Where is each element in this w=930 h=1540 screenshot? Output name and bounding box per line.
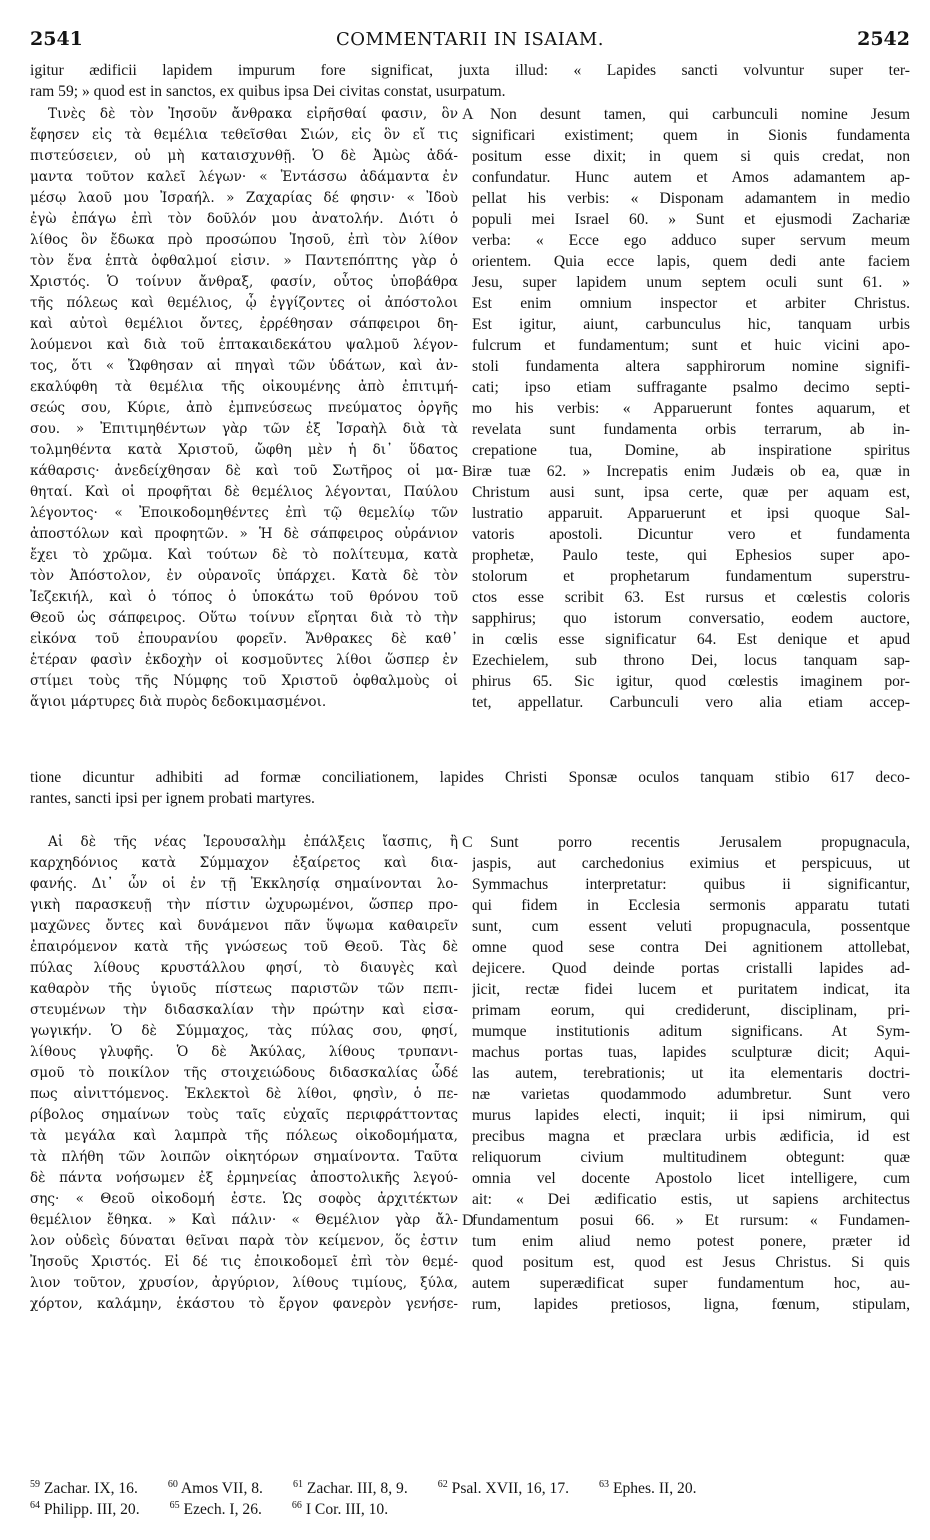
text-line: Τινὲς δὲ τὸν Ἰησοῦν ἄνθρακα εἰρῆσθαί φασιν, ὃν bbox=[48, 106, 458, 122]
footnote-number: 62 bbox=[437, 1479, 448, 1490]
text-line: orientem. Quia ecce lapis, quem dedi ante faciem bbox=[472, 253, 910, 270]
latin-column bbox=[472, 104, 910, 713]
text-line: σης· « Θεοῦ οἰκοδομή ἐστε. Ὡς σοφὸς ἀρχιτέκτων bbox=[30, 1191, 458, 1207]
text-line: Jesu, super lapidem unum septem oculi sunt 61. » bbox=[472, 274, 910, 291]
text-line: positum esse dixit; in quem si quis credat, non bbox=[472, 148, 910, 165]
right-page-number: 2542 bbox=[857, 28, 910, 50]
text-line: Ezechielem, sub throno Dei, locus tanquam sap- bbox=[472, 652, 910, 669]
text-line: stoli fundamenta altera sapphirorum nomine signifi- bbox=[472, 358, 910, 375]
text-line: las autem, terebrationis; ut ita elementaris doctri- bbox=[472, 1065, 910, 1082]
footnote-number: 59 bbox=[30, 1479, 40, 1490]
text-line: Θεοῦ ὡς σάπφειρος. Οὕτω τοίνυν εἴρηται διὰ τὸ τὴν bbox=[30, 610, 458, 626]
text-line: δὲ πάντα νοήσωμεν ἐξ ἑρμηνείας ἀποστολικῆς λεγού- bbox=[30, 1170, 458, 1186]
text-line: τὸν Ἀπόστολον, ἐν οὐρανοῖς ὑπάρχει. Κατὰ δὲ τὸν bbox=[30, 568, 458, 584]
greek-column bbox=[30, 104, 458, 713]
footnote-number: 60 bbox=[167, 1479, 178, 1490]
footnote-reference: Philipp. III, 20. bbox=[43, 1501, 140, 1519]
footnote bbox=[170, 1495, 262, 1520]
footnote bbox=[292, 1495, 388, 1520]
text-line: τὰ πλήθη τῶν λοιπῶν οἰκητόρων σημαίνοντα. Ταῦτα bbox=[30, 1149, 458, 1165]
text-line: καὶ αὐτοὶ θεμέλιοι ὄντες, ἐρρέθησαν σάπφειροι δη- bbox=[30, 316, 458, 332]
text-line: fundamentum posui 66. » Et rursum: « Fundamen- bbox=[472, 1212, 910, 1229]
section-2 bbox=[30, 832, 910, 1315]
text-line: ἀποστόλων καὶ προφητῶν. » Ἡ δὲ σάπφειρος οὐράνιον bbox=[30, 526, 458, 542]
middle-fullwidth-text bbox=[30, 767, 910, 809]
text-line: πιστεύσειεν, οὐ μὴ καταισχυνθῇ. Ὁ δὲ Ἀμὼς ἀδά- bbox=[30, 148, 458, 164]
footnote-number: 65 bbox=[169, 1500, 180, 1511]
text-line: τῆς πόλεως καὶ θεμέλιος, ᾧ ἐγγίζοντες οἱ ἀπόστολοι bbox=[30, 295, 458, 311]
text-line: qui fidem in Ecclesia sermonis apparatu tutati bbox=[472, 897, 910, 914]
text-line: μέσῳ λαοῦ μου Ἰσραήλ. » Ζαχαρίας δέ φησιν· « Ἰδοὺ bbox=[30, 190, 458, 206]
footnote-reference: Psal. XVII, 16, 17. bbox=[451, 1480, 570, 1498]
text-line: primam eorum, qui crediderunt, disciplinam, pri- bbox=[472, 1002, 910, 1019]
text-line: Est enim omnium inspector et arbiter Christus. bbox=[472, 295, 910, 312]
text-line: sapphirus; quo istorum conversatio, eodem auctore, bbox=[472, 610, 910, 627]
text-line: ait: « Dei ædificatio estis, ut sapiens architectus bbox=[472, 1191, 910, 1208]
text-line: mumque institutionis aditum significans. At Sym- bbox=[472, 1023, 910, 1040]
footnote-reference: Ephes. II, 20. bbox=[612, 1480, 697, 1498]
text-line: iræ tuæ 62. » Increpatis enim Judæis ob ea, quæ in bbox=[472, 463, 910, 480]
margin-marker-b: B bbox=[462, 463, 473, 480]
text-line: γωγικήν. Ὁ δὲ Σύμμαχος, τὰς πύλας σου, φησί, bbox=[30, 1023, 458, 1039]
text-line: jicit, rectæ fidei lucem et puritatem indicat, ita bbox=[472, 981, 910, 998]
text-line: γικὴ παρασκευῇ τὴν πίστιν ὠχυρωμένοι, ὥσπερ προ- bbox=[30, 897, 458, 913]
text-line: ἅγιοι μάρτυρες διὰ πυρὸς δεδοκιμασμένοι. bbox=[30, 694, 327, 710]
text-line: quod positum est, quod est Jesus Christus. Si quis bbox=[472, 1254, 910, 1271]
text-line: καθαρὸν τῆς ὑγιοῦς πίστεως παριστῶν τῶν πεπι- bbox=[30, 981, 458, 997]
latin-column bbox=[472, 832, 910, 1315]
text-line: μαντα τοῦτον καλεῖ λέγων· « Ἐντάσσω ἀδάμαντα ἐν bbox=[30, 169, 458, 185]
text-line: prophetæ, Paulo teste, qui Ephesios super apo- bbox=[472, 547, 910, 564]
text-line: τολμηθέντα κατὰ Χριστοῦ, ὤφθη μὲν ἡ δι᾽ ὕδατος bbox=[30, 442, 458, 458]
text-line: ἔφησεν εἰς τὰ θεμέλια τεθεῖσθαι Σιών, εἰς ὃν εἴ τις bbox=[30, 127, 458, 143]
text-line: crepatione tua, Domine, ab inspiratione spiritus bbox=[472, 442, 910, 459]
text-line: τος, ὅτι « Ὤφθησαν αἱ πηγαὶ τῶν ὑδάτων, καὶ ἀν- bbox=[30, 358, 458, 374]
text-line: μαχῶνες ὄντες καὶ δυνάμενοι πᾶν ὕψωμα καθαιρεῖν bbox=[30, 918, 458, 934]
text-line: ρίβολος σημαίνων τοὺς ταῖς εὐχαῖς περιφράττοντας bbox=[30, 1107, 458, 1123]
text-line: φανής. Δι᾽ ὧν οἱ ἐν τῇ Ἐκκλησίᾳ σημαίνονται λο- bbox=[30, 876, 458, 892]
text-line: θεμέλιον ἔθηκα. » Καὶ πάλιν· « Θεμέλιον γὰρ ἄλ- bbox=[30, 1212, 458, 1228]
text-line: χόρτον, καλάμην, ἑκάστου τὸ ἔργον φανερὸν γενήσε- bbox=[30, 1296, 458, 1312]
text-line: Non desunt tamen, qui carbunculi nomine Jesum bbox=[490, 106, 910, 123]
footnote-number: 66 bbox=[291, 1500, 302, 1511]
text-line: sunt, cum essent veluti propugnacula, possentque bbox=[472, 918, 910, 935]
text-line: σεώς σου, Κύριε, ἀπὸ ἐμπνεύσεως πνεύματος ὀργῆς bbox=[30, 400, 458, 416]
text-line: verba: « Ecce ego adduco super servum meum bbox=[472, 232, 910, 249]
text-line: σμοῦ τὸ ποικίλον τῆς στοιχειώδους διδασκαλίας ὧδέ bbox=[30, 1065, 458, 1081]
text-line: pellat his verbis: « Disponam adamantem in medio bbox=[472, 190, 910, 207]
text-line: κάθαρσις· ἀνεδείχθησαν δὲ καὶ τοῦ Σωτῆρος οἱ μα- bbox=[30, 463, 458, 479]
text-line: λον οὐδεὶς δύναται θεῖναι παρὰ τὸν κείμενον, ὅς ἐστιν bbox=[30, 1233, 458, 1249]
text-line: Christum ausi sunt, ipsa certe, quæ per aquam est, bbox=[472, 484, 910, 501]
footnote-reference: I Cor. III, 10. bbox=[305, 1501, 389, 1519]
text-line: tum enim aliud nemo potest ponere, præter id bbox=[472, 1233, 910, 1250]
text-line: reliquorum civium multitudinem obtegunt: quæ bbox=[472, 1149, 910, 1166]
text-line: cati; ipso etiam suffragante psalmo decimo septi- bbox=[472, 379, 910, 396]
text-line: Ἰεζεκιήλ, καὶ ὁ τόπος ὁ ὑποκάτω τοῦ θρόνου τοῦ bbox=[30, 589, 458, 605]
footnote-row bbox=[30, 1474, 910, 1498]
footnote-number: 64 bbox=[30, 1500, 40, 1511]
text-line: tione dicuntur adhibiti ad formæ conciliationem, lapides Christi Sponsæ oculos tanquam stibio 617 deco- bbox=[30, 769, 910, 786]
footnotes bbox=[30, 1474, 910, 1519]
footnote bbox=[30, 1495, 140, 1520]
margin-marker-d: D bbox=[462, 1212, 474, 1229]
text-line: jaspis, aut carchedonius eximius et perspicuus, ut bbox=[472, 855, 910, 872]
text-line: ctos esse scribit 63. Est rursus et cœlestis coloris bbox=[472, 589, 910, 606]
text-line: ἑτέραν φασὶν ἐκδοχὴν οἱ κοσμοῦντες λίθοι ὥσπερ ἐν bbox=[30, 652, 458, 668]
text-line: confundatur. Hunc autem et Amos adamantem ap- bbox=[472, 169, 910, 186]
text-line: vatoris apostoli. Dicuntur vero et fundamenta bbox=[472, 526, 910, 543]
margin-marker-c: C bbox=[462, 834, 473, 851]
text-line: precibus magna et præclara urbis ædificia, id est bbox=[472, 1128, 910, 1145]
text-line: πύλας λίθους κρυστάλλου φησί, τὸ διαυγὲς καὶ bbox=[30, 960, 458, 976]
section-1 bbox=[30, 104, 910, 755]
text-line: omnia vel docente Apostolo licet intelligere, cum bbox=[472, 1170, 910, 1187]
text-line: τὰ μεγάλα καὶ λαμπρὰ τῆς πόλεως οἰκοδομήματα, bbox=[30, 1128, 458, 1144]
text-line: Est igitur, aiunt, carbunculus hic, tanquam urbis bbox=[472, 316, 910, 333]
margin-marker-a: A bbox=[462, 106, 474, 123]
text-line: Αἱ δὲ τῆς νέας Ἱερουσαλὴμ ἐπάλξεις ἴασπις, ἢ bbox=[48, 834, 458, 850]
text-line: mo his verbis: « Apparuerunt fontes aquarum, et bbox=[472, 400, 910, 417]
text-line: στευμένων τὴν διδασκαλίαν τὴν πρώτην καὶ εἰσα- bbox=[30, 1002, 458, 1018]
text-line: λέγοντος· « Ἐποικοδομηθέντες ἐπὶ τῷ θεμελίῳ τῶν bbox=[30, 505, 458, 521]
text-line: ram 59; » quod est in sanctos, ex quibus ipsa Dei civitas constat, usurpatum. bbox=[30, 83, 506, 100]
footnote-reference: Ezech. I, 26. bbox=[183, 1501, 262, 1519]
text-line: dejicere. Quod deinde portas cristalli lapides ad- bbox=[472, 960, 910, 977]
text-line: λούμενοι καὶ διὰ τοῦ ἑπτακαιδεκάτου ψαλμοῦ λέγον- bbox=[30, 337, 458, 353]
footnote-number: 63 bbox=[599, 1479, 610, 1490]
text-line: ἐπαιρόμενον κατὰ τῆς γνώσεως τοῦ Θεοῦ. Τὰς δὲ bbox=[30, 939, 458, 955]
text-line: rantes, sancti ipsi per ignem probati martyres. bbox=[30, 790, 315, 807]
text-line: significari existiment; quem in Sionis fundamenta bbox=[472, 127, 910, 144]
text-line: θηταί. Καὶ οἱ προφῆται δὲ θεμέλιος λέγονται, Παύλου bbox=[30, 484, 458, 500]
text-line: σου. » Ἐπιτιμηθέντων γὰρ τῶν ἐξ Ἰσραὴλ διὰ τὰ bbox=[30, 421, 458, 437]
text-line: λίθος ὃν ἔδωκα πρὸ προσώπου Ἰησοῦ, ἐπὶ τὸν λίθον bbox=[30, 232, 458, 248]
text-line: ἔχει τὸ χρῶμα. Καὶ τούτων δὲ τὸ πολίτευμα, κατὰ bbox=[30, 547, 458, 563]
text-line: omne quod sese contra Dei agnitionem attollebat, bbox=[472, 939, 910, 956]
footnote bbox=[438, 1474, 569, 1499]
text-line: λίθους γλυφῆς. Ὁ δὲ Ἀκύλας, λίθους τρυπανι- bbox=[30, 1044, 458, 1060]
text-line: στίμει τοὺς τῆς Νύμφης τοῦ Χριστοῦ ὀφθαλμοὺς οἱ bbox=[30, 673, 458, 689]
text-line: stolorum et prophetarum fundamentum superstru- bbox=[472, 568, 910, 585]
text-line: populi mei Israel 60. » Sunt et ejusmodi Zachariæ bbox=[472, 211, 910, 228]
text-line: næ varietas quodammodo adumbretur. Sunt vero bbox=[472, 1086, 910, 1103]
top-fullwidth-text bbox=[30, 60, 910, 102]
text-line: Sunt porro recentis Jerusalem propugnacula, bbox=[490, 834, 910, 851]
text-line: lustratio apparuit. Apparuerunt et ipsi quoque Sal- bbox=[472, 505, 910, 522]
text-line: in cœlis esse significatur 64. Est denique et apud bbox=[472, 631, 910, 648]
text-line: λιον τοῦτον, χρυσίον, ἀργύριον, λίθους τιμίους, ξύλα, bbox=[30, 1275, 458, 1291]
text-line: rum, lapides pretiosos, ligna, fœnum, stipulam, bbox=[472, 1296, 910, 1313]
footnote-reference: Zachar. III, 8, 9. bbox=[306, 1480, 408, 1498]
text-line: igitur ædificii lapidem impurum fore significat, juxta illud: « Lapides sancti volvuntur super ter- bbox=[30, 62, 910, 79]
footnote-number: 61 bbox=[292, 1479, 303, 1490]
text-line: ἐγὼ ἐπάγω ἐπὶ τὸν δοῦλόν μου ἀνατολήν. Διότι ὁ bbox=[30, 211, 458, 227]
text-line: καρχηδόνιος κατὰ Σύμμαχον ἐξαίρετος καὶ δια- bbox=[30, 855, 458, 871]
text-line: πως αἰνιττόμενος. Ἐκλεκτοὶ δὲ λίθοι, φησὶν, ὁ πε- bbox=[30, 1086, 458, 1102]
text-line: murus lapides electi, inquit; ii ipsi nimirum, qui bbox=[472, 1107, 910, 1124]
greek-column bbox=[30, 832, 458, 1315]
text-line: fulcrum et fundamentum; sunt et huic vicini apo- bbox=[472, 337, 910, 354]
text-line: autem superædificat super fundamentum hoc, au- bbox=[472, 1275, 910, 1292]
text-line: machus portas tuas, lapides sculpturæ dicit; Aqui- bbox=[472, 1044, 910, 1061]
footnote-reference: Zachar. IX, 16. bbox=[43, 1480, 138, 1498]
text-line: revelata sunt fundamenta orbis terrarum, ab in- bbox=[472, 421, 910, 438]
text-line: τὸν ἕνα ἑπτὰ ὀφθαλμοί εἰσιν. » Παντεπόπτης γὰρ ὁ bbox=[30, 253, 458, 269]
text-line: phirus 65. Sic igitur, quod cœlestis imaginem por- bbox=[472, 673, 910, 690]
text-line: Ἰησοῦς Χριστός. Εἰ δέ τις ἐποικοδομεῖ ἐπὶ τὸν θεμέ- bbox=[30, 1254, 458, 1270]
text-line: εκαλύφθη τὰ θεμέλια τῆς οἰκουμένης ἀπὸ ἐπιτιμή- bbox=[30, 379, 458, 395]
left-page-number: 2541 bbox=[30, 28, 83, 50]
page-header bbox=[30, 28, 910, 58]
footnote-reference: Amos VII, 8. bbox=[180, 1480, 263, 1498]
text-line: Symmachus interpretatur: quibus ii significantur, bbox=[472, 876, 910, 893]
running-title: COMMENTARII IN ISAIAM. bbox=[335, 29, 605, 50]
text-line: εἰκόνα τοῦ ἐπουρανίου φορεῖν. Ἄνθρακες δὲ καθ᾽ bbox=[30, 631, 458, 647]
text-line: Χριστός. Ὁ τοίνυν ἄνθραξ, φασίν, οὗτος ὑποβάθρα bbox=[30, 274, 458, 290]
text-line: tet, appellatur. Carbunculi vero alia etiam accep- bbox=[472, 694, 910, 711]
footnote bbox=[599, 1474, 697, 1499]
